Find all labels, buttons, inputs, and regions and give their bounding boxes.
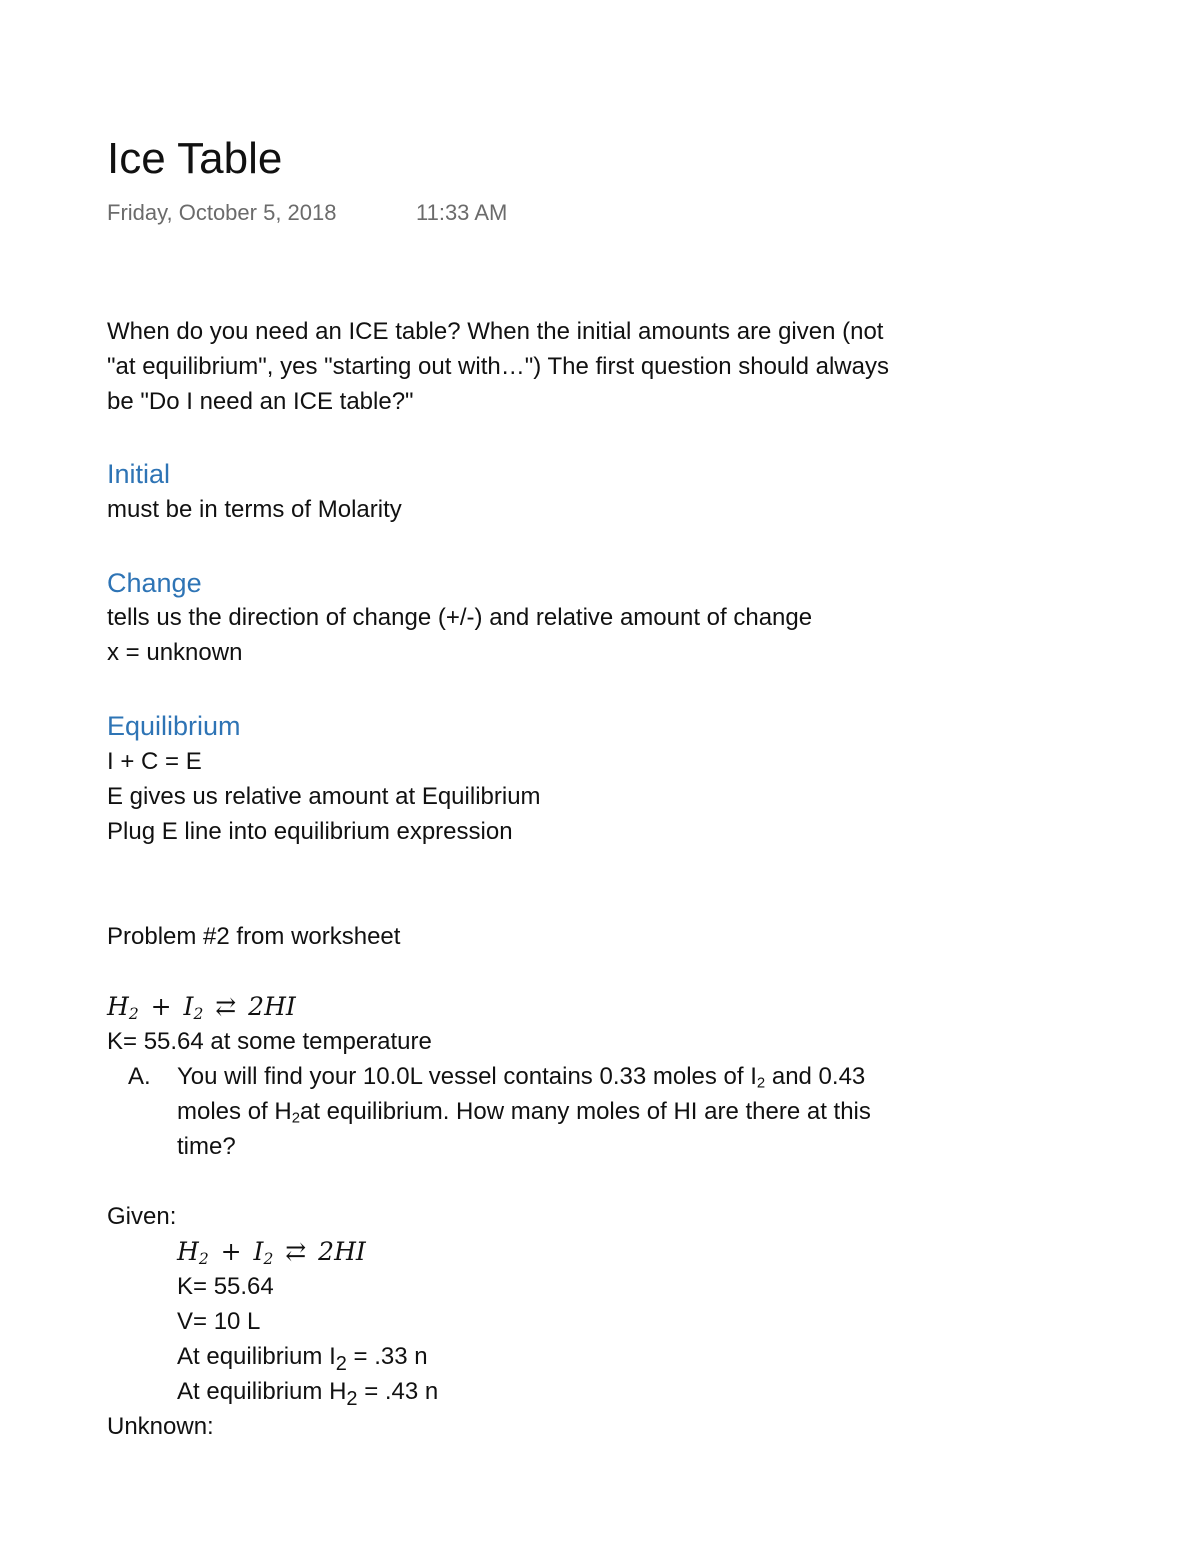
reactant-i: I [183,992,194,1021]
equilibrium-line-1: I + C = E [107,748,202,775]
item-a-line-1: You will find your 10.0L vessel contains 0.33 moles of $I_2$ and 0.43 [177,1063,866,1092]
reactant-h-subscript: 2 [128,1004,139,1023]
item-a-line-3: time? [177,1133,236,1160]
given-h2: At equilibrium $H_2 = .43$ n [177,1378,439,1410]
plus-sign: + [150,992,172,1021]
equilibrium-line-3: Plug E line into equilibrium expression [107,818,513,845]
given-equilibrium-arrow-icon: ⇄ [285,1237,307,1266]
given-k: K= 55.64 [177,1273,274,1300]
given-reaction-equation: $H_2 + I_2$ ⇄ 2HI [177,1237,366,1268]
given-volume: V= 10 L [177,1308,261,1335]
page-title: Ice Table [107,134,283,183]
product-hi: 2HI [248,992,296,1021]
intro-line-1: When do you need an ICE table? When the initial amounts are given (not [107,318,884,345]
reaction-equation [107,989,296,1024]
equilibrium-arrow-icon: ⇄ [215,992,237,1021]
heading-initial: Initial [107,459,171,489]
heading-change: Change [107,568,202,598]
change-line-1: tells us the direction of change (+/-) and relative amount of change [107,604,813,631]
initial-line-1: must be in terms of Molarity [107,496,402,523]
unknown-label: Unknown: [107,1413,214,1440]
intro-line-2: "at equilibrium", yes "starting out with…") The first question should always [107,353,889,380]
k-line: K= 55.64 at some temperature [107,1028,432,1055]
given-i2: At equilibrium $I_2 = .33$ n [177,1343,428,1375]
change-line-2: x = unknown [107,639,243,666]
item-a-line-2: moles of $H_2at$ equilibrium. How many moles of HI are there at this [177,1098,871,1127]
note-date: Friday, October 5, 2018 [107,200,337,225]
list-marker-a: A. [128,1063,151,1090]
problem-label: Problem #2 from worksheet [107,923,401,950]
reactant-i-subscript: 2 [193,1004,204,1023]
note-time: 11:33 AM [416,200,508,225]
heading-equilibrium: Equilibrium [107,711,241,741]
reactant-h: H [107,992,129,1021]
given-label: Given: [107,1203,177,1230]
equilibrium-line-2: E gives us relative amount at Equilibrium [107,783,541,810]
intro-line-3: be "Do I need an ICE table?" [107,388,414,415]
